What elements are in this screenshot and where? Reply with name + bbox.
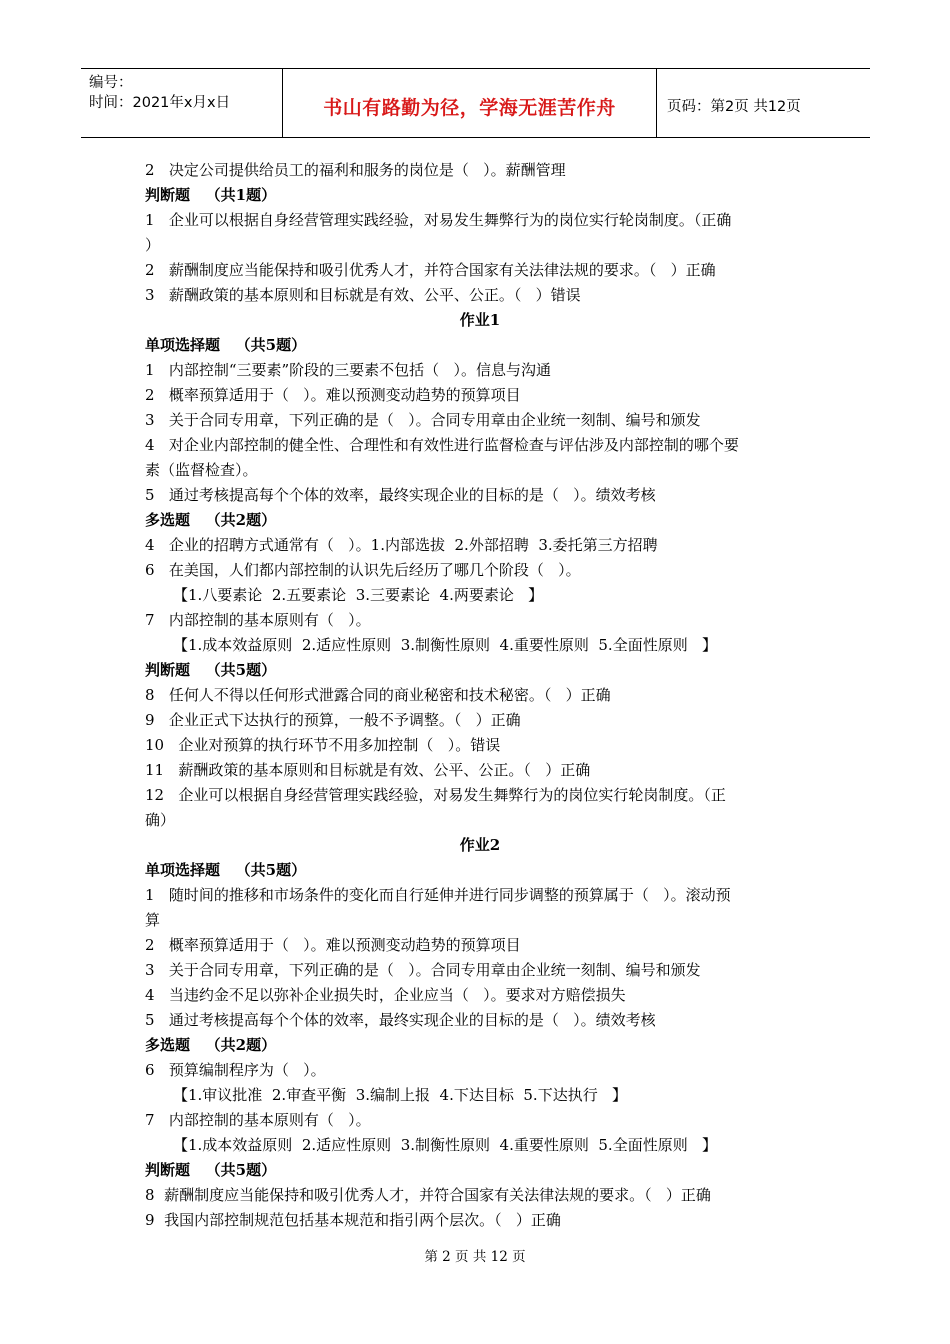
question-line: 8 薪酬制度应当能保持和吸引优秀人才，并符合国家有关法律法规的要求。（ ）正确 <box>145 1186 711 1204</box>
question-line: 素（监督检查）。 <box>145 461 258 479</box>
section-heading: 单项选择题 （共5题） <box>145 861 307 879</box>
options-line: 【1.成本效益原则 2.适应性原则 3.制衡性原则 4.重要性原则 5.全面性原则 】 <box>173 1136 718 1154</box>
document-time-label: 时间：2021年x月x日 <box>89 95 231 111</box>
question-line: 7 内部控制的基本原则有（ ）。 <box>145 1111 371 1129</box>
document-body <box>145 158 815 1233</box>
assignment-title: 作业1 <box>459 311 501 329</box>
question-line: 9 我国内部控制规范包括基本规范和指引两个层次。（ ）正确 <box>145 1211 561 1229</box>
question-line: 1 随时间的推移和市场条件的变化而自行延伸并进行同步调整的预算属于（ ）。滚动预 <box>145 886 731 904</box>
section-heading: 判断题 （共1题） <box>145 186 277 204</box>
question-line: 7 内部控制的基本原则有（ ）。 <box>145 611 371 629</box>
question-line: 算 <box>145 911 161 929</box>
header-page-info: 页码：第2页 共12页 <box>667 98 801 115</box>
section-heading: 单项选择题 （共5题） <box>145 336 307 354</box>
question-line: 5 通过考核提高每个个体的效率，最终实现企业的目标的是（ ）。绩效考核 <box>145 1011 656 1029</box>
question-line: 1 企业可以根据自身经营管理实践经验，对易发生舞弊行为的岗位实行轮岗制度。（正确 <box>145 211 732 229</box>
question-line: 4 对企业内部控制的健全性、合理性和有效性进行监督检查与评估涉及内部控制的哪个要 <box>145 436 739 454</box>
question-line: 2 概率预算适用于（ ）。难以预测变动趋势的预算项目 <box>145 936 521 954</box>
section-heading: 多选题 （共2题） <box>145 511 277 529</box>
question-line: 10 企业对预算的执行环节不用多加控制（ ）。错误 <box>145 736 501 754</box>
question-line: 1 内部控制“三要素”阶段的三要素不包括（ ）。信息与沟通 <box>145 361 551 379</box>
header-motto: 书山有路勤为径，学海无涯苦作舟 <box>282 69 657 137</box>
question-line: 5 通过考核提高每个个体的效率，最终实现企业的目标的是（ ）。绩效考核 <box>145 486 656 504</box>
question-line: 3 关于合同专用章，下列正确的是（ ）。合同专用章由企业统一刻制、编号和颁发 <box>145 411 701 429</box>
document-number-label: 编号： <box>89 75 133 91</box>
options-line: 【1.成本效益原则 2.适应性原则 3.制衡性原则 4.重要性原则 5.全面性原则 】 <box>173 636 718 654</box>
question-line: 9 企业正式下达执行的预算，一般不予调整。（ ）正确 <box>145 711 521 729</box>
question-line: 8 任何人不得以任何形式泄露合同的商业秘密和技术秘密。（ ）正确 <box>145 686 611 704</box>
question-line: 2 决定公司提供给员工的福利和服务的岗位是（ ）。薪酬管理 <box>145 161 566 179</box>
question-line: ） <box>145 236 161 254</box>
question-line: 11 薪酬政策的基本原则和目标就是有效、公平、公正。（ ）正确 <box>145 761 591 779</box>
question-line: 4 企业的招聘方式通常有（ ）。1.内部选拔 2.外部招聘 3.委托第三方招聘 <box>145 536 658 554</box>
header-meta <box>81 69 282 137</box>
page-header <box>81 68 870 138</box>
assignment-title: 作业2 <box>459 836 501 854</box>
question-line: 12 企业可以根据自身经营管理实践经验，对易发生舞弊行为的岗位实行轮岗制度。（正 <box>145 786 726 804</box>
question-line: 确） <box>145 811 176 829</box>
question-line: 4 当违约金不足以弥补企业损失时，企业应当（ ）。要求对方赔偿损失 <box>145 986 626 1004</box>
options-line: 【1.审议批准 2.审查平衡 3.编制上报 4.下达目标 5.下达执行 】 <box>173 1086 628 1104</box>
question-line: 6 在美国，人们都内部控制的认识先后经历了哪几个阶段（ ）。 <box>145 561 581 579</box>
options-line: 【1.八要素论 2.五要素论 3.三要素论 4.两要素论 】 <box>173 586 544 604</box>
page-footer: 第 2 页 共 12 页 <box>424 1249 526 1265</box>
section-heading: 判断题 （共5题） <box>145 661 277 679</box>
section-heading: 判断题 （共5题） <box>145 1161 277 1179</box>
question-line: 3 薪酬政策的基本原则和目标就是有效、公平、公正。（ ）错误 <box>145 286 581 304</box>
question-line: 3 关于合同专用章，下列正确的是（ ）。合同专用章由企业统一刻制、编号和颁发 <box>145 961 701 979</box>
section-heading: 多选题 （共2题） <box>145 1036 277 1054</box>
question-line: 6 预算编制程序为（ ）。 <box>145 1061 326 1079</box>
question-line: 2 薪酬制度应当能保持和吸引优秀人才，并符合国家有关法律法规的要求。（ ）正确 <box>145 261 716 279</box>
question-line: 2 概率预算适用于（ ）。难以预测变动趋势的预算项目 <box>145 386 521 404</box>
